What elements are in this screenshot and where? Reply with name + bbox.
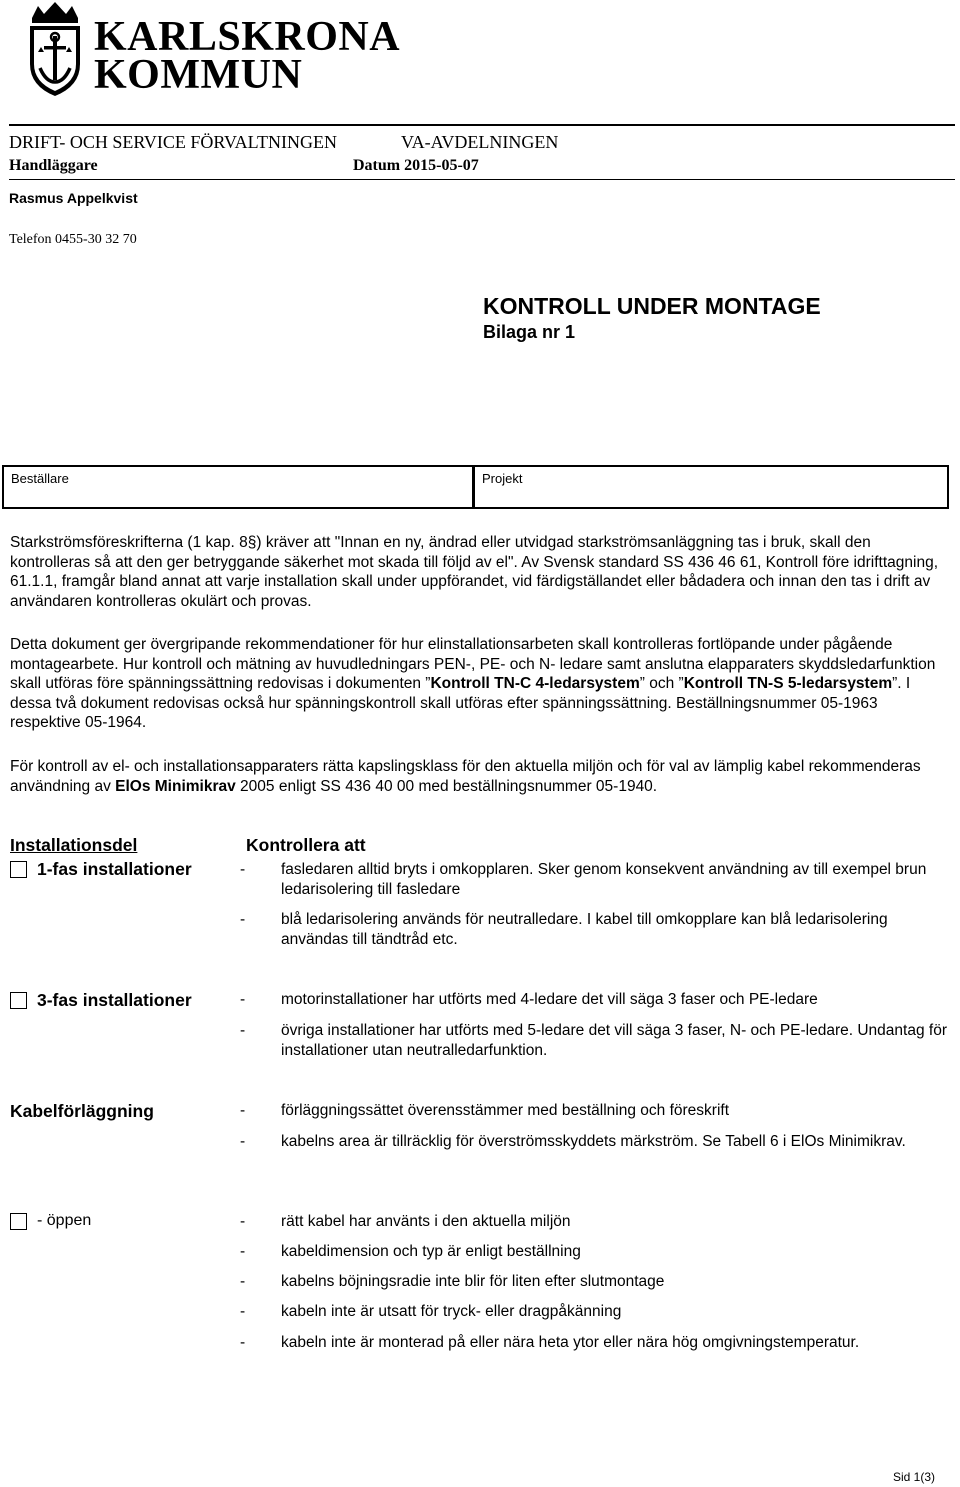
dash: - <box>240 1243 246 1260</box>
paragraph-text: 2005 enligt SS 436 40 00 med beställningsnummer 05-1940. <box>235 777 658 795</box>
item-text: kabelns böjningsradie inte blir för liten efter slutmontage <box>281 1273 665 1290</box>
item-text: övriga installationer har utförts med 5-ledare det vill säga 3 faser, N- och PE-ledare. Undantag för installationer utan neutralledarfunktion. <box>281 1022 947 1059</box>
checkbox[interactable] <box>10 861 27 878</box>
reference-elos-minimikrav: ElOs Minimikrav <box>115 777 236 795</box>
section-kabelforlaggning <box>10 1101 154 1122</box>
item-text: fasledaren alltid bryts i omkopplaren. Sker genom konsekvent användning av till exempel brun ledarisolering till fasledare <box>281 861 927 898</box>
item-text: rätt kabel har använts i den aktuella miljön <box>281 1213 571 1230</box>
item-text: kabeln inte är monterad på eller nära heta ytor eller nära hög omgivningstemperatur. <box>281 1334 860 1351</box>
header-rule-top <box>9 124 955 126</box>
section-oppen <box>10 1212 91 1230</box>
bestallare-label: Beställare <box>11 471 69 486</box>
list-item <box>240 1302 955 1322</box>
handler-name: Rasmus Appelkvist <box>9 190 138 206</box>
section-label: - öppen <box>37 1212 92 1229</box>
list-item <box>240 860 955 900</box>
list-item <box>240 1333 955 1353</box>
list-item <box>240 1132 955 1152</box>
bestallare-field[interactable] <box>2 465 474 509</box>
dash: - <box>240 861 246 878</box>
document-subtitle: Bilaga nr 1 <box>483 322 576 342</box>
paragraph-text: ”. I dessa två dokument redovisas också hur spänningskontroll skall utföras efter spänningssättning. Beställningsnummer 05-1963 respektive 05-1964. <box>10 675 911 731</box>
projekt-field[interactable] <box>473 465 949 509</box>
checkbox[interactable] <box>10 1213 27 1230</box>
paragraph-text: För kontroll av el- och installationsapparaters rätta kapslingsklass för den aktuella miljön och för val av lämplig kabel rekommenderas användning av <box>10 758 921 795</box>
paragraph-text: ” och ” <box>639 675 684 692</box>
document-title: KONTROLL UNDER MONTAGE <box>483 293 821 319</box>
item-text: motorinstallationer har utförts med 4-ledare det vill säga 3 faser och PE-ledare <box>281 991 818 1008</box>
logo-text-kommun: KOMMUN <box>94 52 303 98</box>
list-item <box>240 1212 955 1232</box>
dash: - <box>240 1273 246 1290</box>
dash: - <box>240 1102 246 1119</box>
header-rule-bottom <box>9 179 955 180</box>
section-3-fas <box>10 990 192 1011</box>
column-header-kontrollera: Kontrollera att <box>246 835 366 855</box>
paragraph-recommendations <box>10 635 950 733</box>
dash: - <box>240 1334 246 1351</box>
checkbox[interactable] <box>10 992 27 1009</box>
section-1-fas <box>10 859 192 880</box>
reference-tn-c: Kontroll TN-C 4-ledarsystem <box>430 675 640 692</box>
crown-anchor-shield-icon <box>24 2 86 98</box>
page-number: Sid 1(3) <box>893 1470 936 1484</box>
paragraph-regulations: Starkströmsföreskrifterna (1 kap. 8§) kräver att "Innan en ny, ändrad eller utvidgad starkströmsanläggning tas i bruk, skall den kontrolleras så att den ger betryggande säkerhet mot skada till följd av el". Av Svensk standard SS 436 46 61, Kontroll före idrifttagning, 61.1.1, framgår bland annat att varje installation skall under uppförandet, vid färdigställandet eller bådadera och innan den tas i drift av användaren kontrolleras okulärt och provas. <box>10 534 939 610</box>
paragraph-enclosure-class <box>10 757 950 796</box>
dash: - <box>240 1133 246 1150</box>
list-item <box>240 1101 955 1121</box>
list-item <box>240 1021 955 1061</box>
paragraph-text: Detta dokument ger övergripande rekommendationer för hur elinstallationsarbeten skall kontrolleras fortlöpande under pågående montagearbete. Hur kontroll och mätning av huvudledningars PEN-, PE- och N- ledare samt anslutna elapparaters skyddsledarfunktion skall utföras före spänningssättning redovisas i dokumenten ” <box>10 636 936 692</box>
dash: - <box>240 991 246 1008</box>
dash: - <box>240 1022 246 1039</box>
reference-tn-s: Kontroll TN-S 5-ledarsystem <box>683 675 893 692</box>
section-label: 1-fas installationer <box>37 859 192 879</box>
section-label: Kabelförläggning <box>10 1101 154 1121</box>
column-header-installationsdel: Installationsdel <box>10 835 138 855</box>
dash: - <box>240 911 246 928</box>
list-item <box>240 990 955 1010</box>
dash: - <box>240 1303 246 1320</box>
document-date: Datum 2015-05-07 <box>353 157 479 174</box>
dash: - <box>240 1213 246 1230</box>
item-text: förläggningssättet överensstämmer med beställning och föreskrift <box>281 1102 729 1119</box>
department-name: DRIFT- OCH SERVICE FÖRVALTNINGEN <box>9 132 337 152</box>
division-name: VA-AVDELNINGEN <box>401 132 559 152</box>
list-item <box>240 1242 955 1262</box>
item-text: kabelns area är tillräcklig för överströmsskyddets märkström. Se Tabell 6 i ElOs Minimikrav. <box>281 1133 906 1150</box>
item-text: kabeldimension och typ är enligt beställning <box>281 1243 581 1260</box>
logo-text-karlskrona: KARLSKRONA <box>94 14 401 60</box>
list-item <box>240 910 955 950</box>
item-text: kabeln inte är utsatt för tryck- eller dragpåkänning <box>281 1303 622 1320</box>
section-label: 3-fas installationer <box>37 990 192 1010</box>
item-text: blå ledarisolering används för neutralledare. I kabel till omkopplare kan blå ledarisolering användas till tändtråd etc. <box>281 911 888 948</box>
handler-label: Handläggare <box>9 157 98 174</box>
list-item <box>240 1272 955 1292</box>
projekt-label: Projekt <box>482 471 523 486</box>
phone-number: Telefon 0455-30 32 70 <box>9 232 137 247</box>
